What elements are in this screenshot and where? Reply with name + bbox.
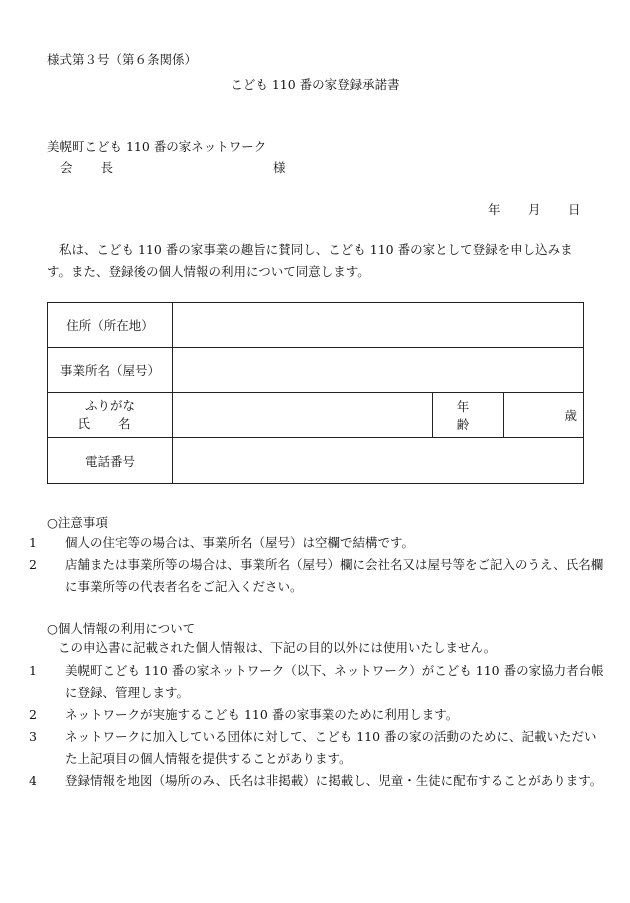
privacy-item: [29, 770, 605, 792]
address-field[interactable]: [173, 303, 584, 348]
table-row: [48, 438, 584, 484]
privacy-text: ネットワークが実施するこども 110 番の家事業のために利用します。: [65, 707, 459, 722]
age-label: 年 齢: [433, 393, 504, 438]
business-name-label: 事業所名（屋号）: [48, 348, 173, 393]
privacy-number: 2: [29, 707, 37, 722]
age-field[interactable]: [504, 393, 584, 438]
address-label: 住所（所在地）: [48, 303, 173, 348]
note-text: 店舗または事業所等の場合は、事業所名（屋号）欄に会社名又は屋号等をご記入のうえ、氏名欄に事業所等の代表者名をご記入ください。: [65, 557, 604, 594]
table-row: [48, 393, 584, 438]
addressee-role: 会 長: [60, 160, 125, 175]
business-name-field[interactable]: [173, 348, 584, 393]
privacy-item: [29, 704, 605, 726]
date-day-label: 日: [568, 202, 581, 217]
privacy-text: 登録情報を地図（場所のみ、氏名は非掲載）に掲載し、児童・生徒に配布することがあります。: [65, 773, 603, 788]
note-number: 1: [29, 535, 37, 550]
note-number: 2: [29, 557, 37, 572]
note-item: [29, 532, 605, 554]
intro-statement: 私は、こども 110 番の家事業の趣旨に賛同し、こども 110 番の家として登録を申し込みます。また、登録後の個人情報の利用について同意します。: [47, 242, 573, 279]
privacy-number: 3: [29, 729, 37, 744]
table-row: [48, 348, 584, 393]
note-text: 個人の住宅等の場合は、事業所名（屋号）は空欄で結構です。: [65, 535, 415, 550]
furigana-label: ふりがな: [84, 398, 135, 413]
addressee-honorific: 様: [273, 160, 286, 175]
registration-table: [47, 302, 584, 484]
privacy-number: 1: [29, 663, 37, 678]
phone-label: 電話番号: [48, 438, 173, 484]
privacy-item: [29, 726, 605, 770]
age-unit: 歳: [564, 408, 578, 423]
note-item: [29, 554, 605, 598]
name-label-cell: [48, 393, 173, 438]
privacy-item: [29, 660, 605, 704]
date-month-label: 月: [528, 202, 541, 217]
name-label: 氏 名: [77, 416, 143, 431]
privacy-text: 美幌町こども 110 番の家ネットワーク（以下、ネットワーク）がこども 110 番の家協力者台帳に登録、管理します。: [65, 663, 604, 700]
privacy-lead: この申込書に記載された個人情報は、下記の目的以外には使用いたしません。: [58, 640, 497, 655]
name-field[interactable]: [173, 393, 433, 438]
document-title: こども 110 番の家登録承諾書: [230, 77, 400, 92]
notes-heading: ○注意事項: [47, 515, 108, 530]
privacy-text: ネットワークに加入している団体に対して、こども 110 番の家の活動のために、記載いただいた上記項目の個人情報を提供することがあります。: [65, 729, 597, 766]
addressee-organization: 美幌町こども 110 番の家ネットワーク: [47, 139, 267, 154]
form-number: 様式第３号（第６条関係）: [47, 52, 198, 67]
privacy-heading: ○個人情報の利用について: [47, 621, 196, 636]
phone-field[interactable]: [173, 438, 584, 484]
privacy-number: 4: [29, 773, 37, 788]
table-row: [48, 303, 584, 348]
date-year-label: 年: [488, 202, 501, 217]
